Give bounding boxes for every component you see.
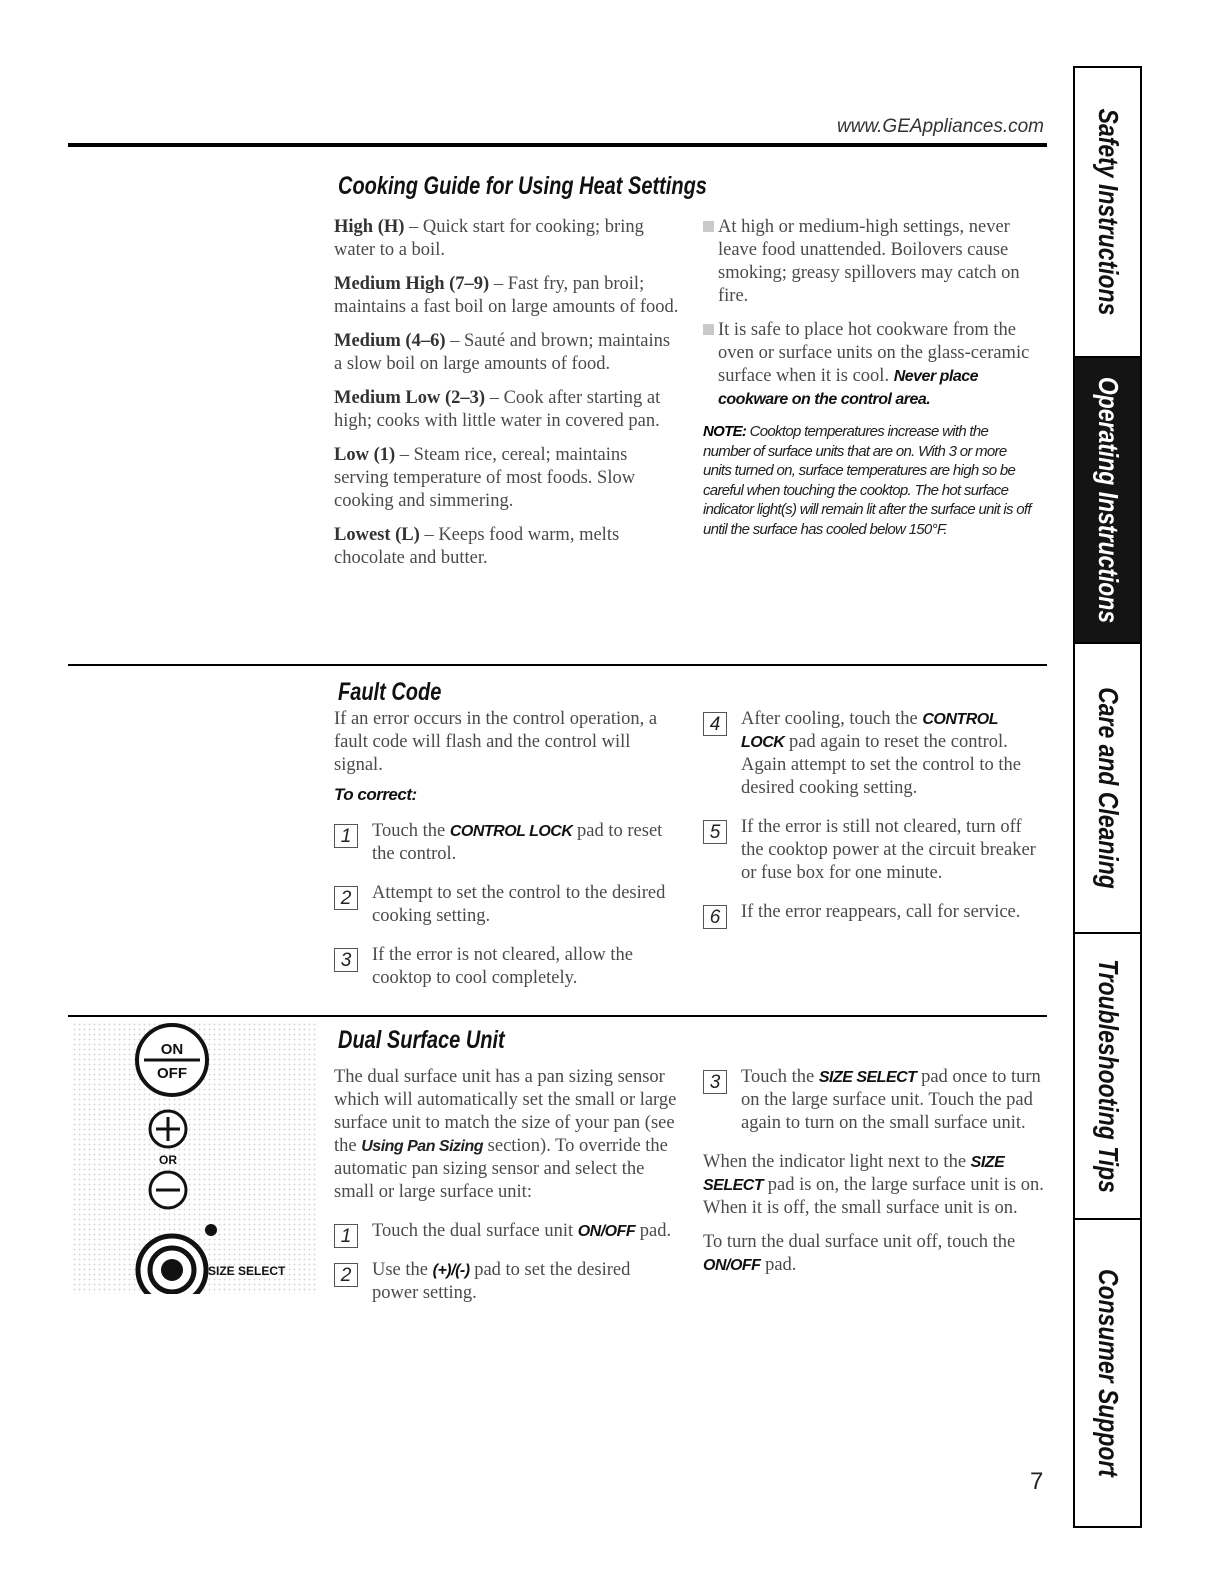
step-number: 1 xyxy=(334,1224,358,1248)
heat-settings-list xyxy=(334,216,679,581)
dual-surface-left xyxy=(334,1066,679,1321)
size-select-label: SIZE SELECT xyxy=(208,1264,286,1278)
fault-code-title: Fault Code xyxy=(338,678,442,706)
tab-troubleshooting-tips[interactable]: Troubleshooting Tips xyxy=(1075,934,1140,1220)
step-number: 2 xyxy=(334,1263,358,1287)
setting-medium-high: Medium High (7–9) – Fast fry, pan broil; maintains a fast boil on large amounts of food. xyxy=(334,274,679,317)
tab-consumer-support[interactable]: Consumer Support xyxy=(1092,1269,1124,1477)
tab-care-and-cleaning[interactable]: Care and Cleaning xyxy=(1075,644,1140,934)
tab-operating-instructions[interactable]: Operating Instructions xyxy=(1075,358,1140,644)
bullet-unattended: At high or medium-high settings, never leave food unattended. Boilovers cause smoking; greasy spillovers may catch on fire. xyxy=(703,216,1033,308)
fault-step-1: 1 Touch the CONTROL LOCK pad to reset the control. xyxy=(334,820,674,866)
fault-code-left xyxy=(334,708,674,1006)
cooking-guide-title: Cooking Guide for Using Heat Settings xyxy=(338,172,707,200)
dual-surface-right xyxy=(703,1066,1048,1288)
setting-low: Low (1) – Steam rice, cereal; maintains serving temperature of most foods. Slow cooking and simmering. xyxy=(334,445,636,511)
setting-medium: Medium (4–6) – Sauté and brown; maintains a slow boil on large amounts of food. xyxy=(334,331,671,374)
fault-code-intro: If an error occurs in the control operation, a fault code will flash and the control will signal. xyxy=(334,709,658,775)
size-select-icon xyxy=(138,1236,206,1294)
setting-high: High (H) – Quick start for cooking; bring water to a boil. xyxy=(334,217,644,260)
step-number: 3 xyxy=(703,1070,727,1094)
bullet-icon xyxy=(703,221,714,232)
dual-step-1: 1 Touch the dual surface unit ON/OFF pad. xyxy=(334,1220,679,1243)
fault-step-3: 3 If the error is not cleared, allow the cooktop to cool completely. xyxy=(334,944,674,990)
setting-lowest: Lowest (L) – Keeps food warm, melts chocolate and butter. xyxy=(334,525,620,568)
website-url: www.GEAppliances.com xyxy=(837,116,1044,137)
step-number: 3 xyxy=(334,948,358,972)
fault-step-5: 5 If the error is still not cleared, turn off the cooktop power at the circuit breaker or fuse box for one minute. xyxy=(703,816,1038,885)
dual-surface-title: Dual Surface Unit xyxy=(338,1026,505,1054)
section-tabs xyxy=(1073,66,1142,1528)
indicator-light-icon xyxy=(205,1224,217,1236)
minus-icon xyxy=(150,1172,186,1208)
on-off-icon xyxy=(137,1025,207,1095)
on-label: ON xyxy=(160,1041,184,1058)
plus-icon xyxy=(150,1111,186,1147)
off-label: OFF xyxy=(157,1065,187,1082)
tab-safety-instructions[interactable]: Safety Instructions xyxy=(1075,68,1140,358)
to-correct-label: To correct: xyxy=(334,785,417,804)
page-number: 7 xyxy=(1030,1468,1044,1495)
cooktop-note: NOTE: Cooktop temperatures increase with the number of surface units that are on. With 3 or more units turned on, surface temperatures are high so be careful when touching the cooktop. The hot surface indicator light(s) will remain lit after the surface unit is off until the surface has cooled below 150°F. xyxy=(703,423,1031,538)
turn-off-paragraph: To turn the dual surface unit off, touch the ON/OFF pad. xyxy=(703,1232,1016,1275)
indicator-paragraph: When the indicator light next to the SIZE SELECT pad is on, the large surface unit is on. When it is off, the small surface unit is on. xyxy=(703,1152,1044,1218)
step-number: 1 xyxy=(334,824,358,848)
step-number: 2 xyxy=(334,886,358,910)
fault-step-2: 2 Attempt to set the control to the desired cooking setting. xyxy=(334,882,674,928)
section-rule-1 xyxy=(68,664,1047,666)
section-rule-2 xyxy=(68,1015,1047,1017)
bullet-hot-cookware: It is safe to place hot cookware from the oven or surface units on the glass-ceramic surface when it is cool. Never place cookware on the control area. xyxy=(703,319,1033,411)
dual-step-2: 2 Use the (+)/(-) pad to set the desired power setting. xyxy=(334,1259,679,1305)
step-number: 5 xyxy=(703,820,727,844)
fault-step-6: 6 If the error reappears, call for service. xyxy=(703,901,1038,924)
or-label: OR xyxy=(159,1153,177,1167)
dual-step-3: 3 Touch the SIZE SELECT pad once to turn on the large surface unit. Touch the pad again to turn on the small surface unit. xyxy=(703,1066,1048,1135)
control-pad-svg xyxy=(72,1022,316,1294)
control-panel-illustration xyxy=(72,1022,316,1294)
cooking-safety-notes xyxy=(703,216,1033,550)
dual-surface-intro: The dual surface unit has a pan sizing sensor which will automatically set the small or large surface unit to match the size of your pan (see the Using Pan Sizing section). To override the automatic pan sizing sensor and select the small or large surface unit: xyxy=(334,1067,677,1202)
bullet-icon xyxy=(703,324,714,335)
fault-step-4: 4 After cooling, touch the CONTROL LOCK pad again to reset the control. Again attempt to set the control to the desired cooking setting. xyxy=(703,708,1038,800)
step-number: 4 xyxy=(703,712,727,736)
header-rule xyxy=(68,143,1047,147)
fault-code-right xyxy=(703,708,1038,940)
step-number: 6 xyxy=(703,905,727,929)
setting-medium-low: Medium Low (2–3) – Cook after starting at high; cooks with little water in covered pan. xyxy=(334,388,661,431)
